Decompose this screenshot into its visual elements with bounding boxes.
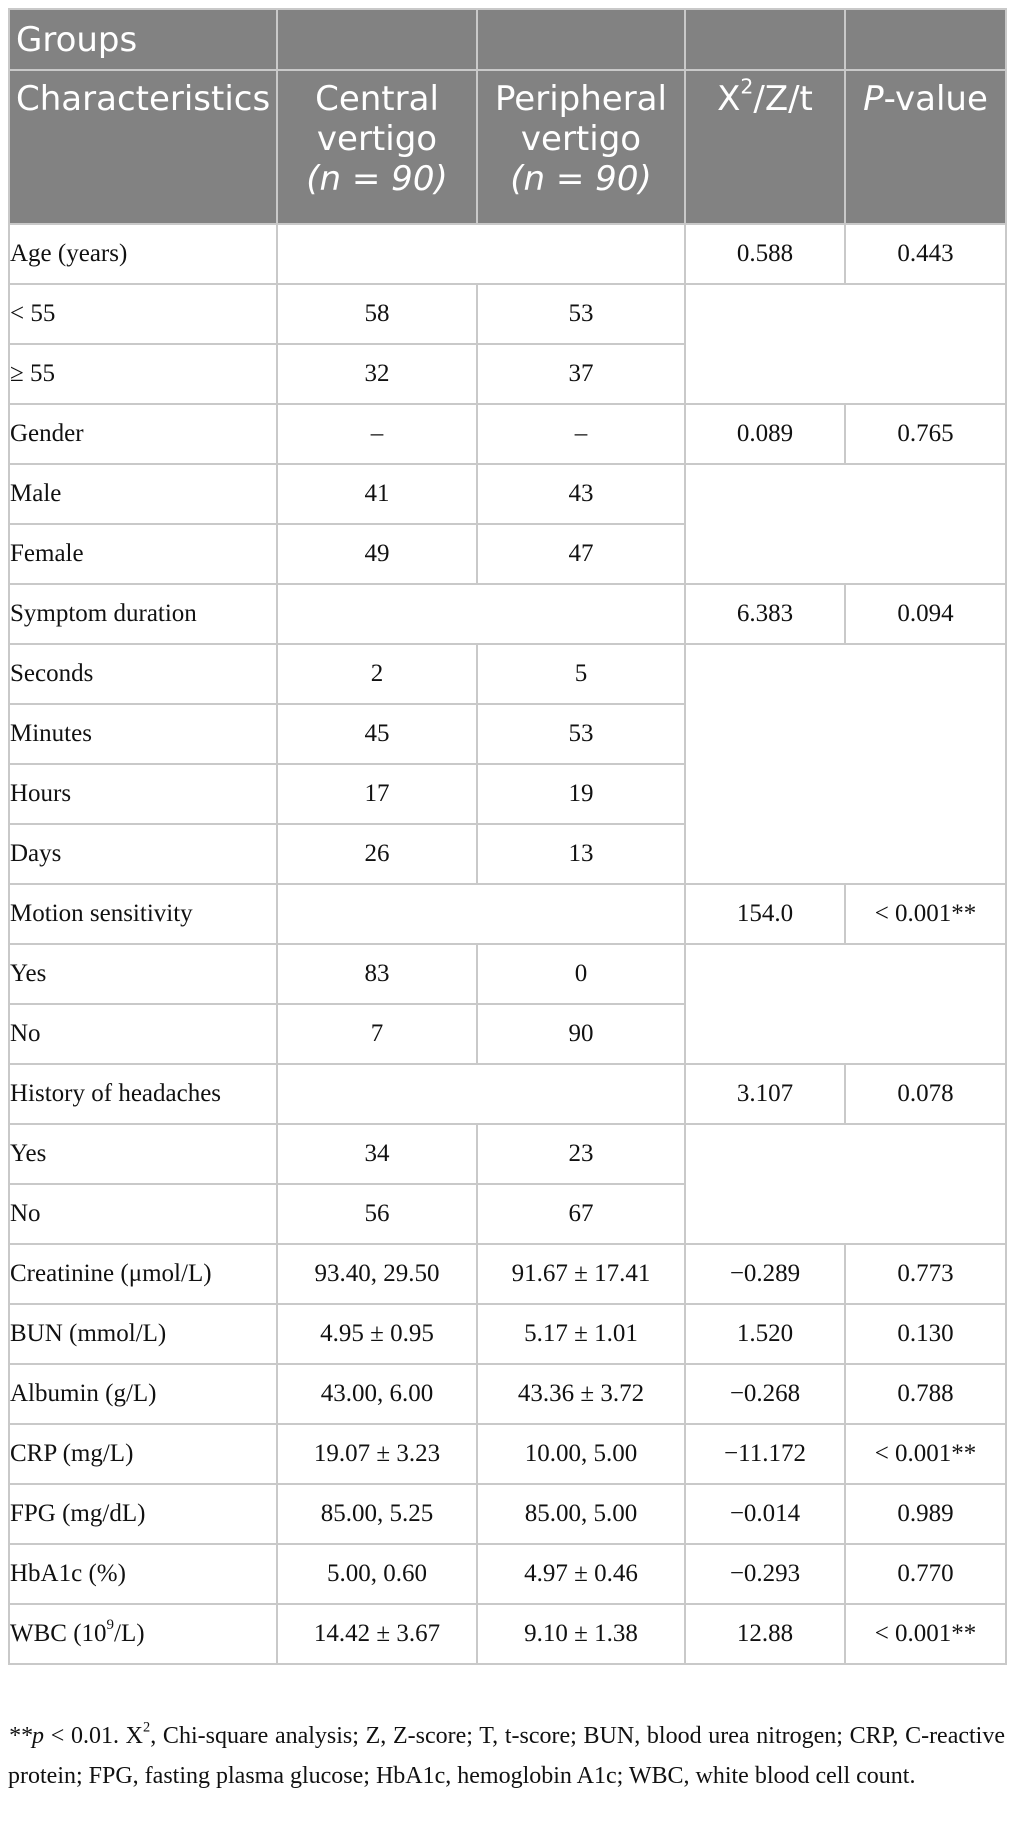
footnote-text-b: , Chi-square analysis; Z, Z-score; T, t-score; BUN, blood urea nitrogen; CRP, C-reactive protein; FPG, fasting plasma glucose; HbA1c, hemoglobin A1c; WBC, white blood cell count. <box>8 1723 1006 1789</box>
central-cell: 26 <box>277 824 477 884</box>
empty-cell <box>277 224 685 284</box>
peripheral-cell: 43 <box>477 464 685 524</box>
central-cell: 58 <box>277 284 477 344</box>
peripheral-cell: 37 <box>477 344 685 404</box>
row-label: BUN (mmol/L) <box>9 1304 277 1364</box>
pvalue-cell: < 0.001** <box>845 884 1006 944</box>
row-sublabel: Yes <box>9 944 277 1004</box>
peripheral-cell: 67 <box>477 1184 685 1244</box>
peripheral-cell: 90 <box>477 1004 685 1064</box>
row-label: HbA1c (%) <box>9 1544 277 1604</box>
row-sublabel: No <box>9 1004 277 1064</box>
central-cell: 4.95 ± 0.95 <box>277 1304 477 1364</box>
pvalue-cell: 0.765 <box>845 404 1006 464</box>
characteristics-header: Characteristics <box>9 70 277 224</box>
central-cell: 49 <box>277 524 477 584</box>
row-sublabel: Female <box>9 524 277 584</box>
table-row-crp <box>9 1424 1006 1484</box>
header-empty-cell <box>277 9 477 70</box>
stat-cell: −0.289 <box>685 1244 845 1304</box>
central-cell: 41 <box>277 464 477 524</box>
peripheral-cell: 53 <box>477 284 685 344</box>
table-row-male <box>9 464 1006 524</box>
row-label: History of headaches <box>9 1064 277 1124</box>
peripheral-cell: 23 <box>477 1124 685 1184</box>
row-label <box>9 1604 277 1664</box>
table-row-wbc <box>9 1604 1006 1664</box>
row-label: Gender <box>9 404 277 464</box>
wbc-label-prefix: WBC (10 <box>10 1620 107 1647</box>
central-vertigo-title: Central vertigo <box>315 79 439 159</box>
row-label: Albumin (g/L) <box>9 1364 277 1424</box>
statistic-header-suffix: /Z/t <box>753 79 813 119</box>
central-cell: 32 <box>277 344 477 404</box>
header-empty-cell <box>477 9 685 70</box>
characteristics-table <box>8 8 1007 1665</box>
row-sublabel: No <box>9 1184 277 1244</box>
pvalue-cell: < 0.001** <box>845 1424 1006 1484</box>
header-groups-row <box>9 9 1006 70</box>
pvalue-header-p: P <box>863 79 884 119</box>
peripheral-cell: 43.36 ± 3.72 <box>477 1364 685 1424</box>
row-sublabel: < 55 <box>9 284 277 344</box>
stat-cell: 12.88 <box>685 1604 845 1664</box>
pvalue-cell: 0.773 <box>845 1244 1006 1304</box>
central-cell: 83 <box>277 944 477 1004</box>
peripheral-cell: 13 <box>477 824 685 884</box>
stat-cell: 0.588 <box>685 224 845 284</box>
row-label: Motion sensitivity <box>9 884 277 944</box>
central-cell: 56 <box>277 1184 477 1244</box>
pvalue-cell: 0.130 <box>845 1304 1006 1364</box>
statistic-header-sup: 2 <box>740 74 754 99</box>
row-label: FPG (mg/dL) <box>9 1484 277 1544</box>
central-cell: 45 <box>277 704 477 764</box>
pvalue-cell: 0.078 <box>845 1064 1006 1124</box>
row-label: Creatinine (μmol/L) <box>9 1244 277 1304</box>
peripheral-cell: 10.00, 5.00 <box>477 1424 685 1484</box>
central-cell: 5.00, 0.60 <box>277 1544 477 1604</box>
row-sublabel: Days <box>9 824 277 884</box>
groups-header: Groups <box>9 9 277 70</box>
table-row-gender <box>9 404 1006 464</box>
table-row-bun <box>9 1304 1006 1364</box>
statistic-header-prefix: X <box>717 79 741 119</box>
table-row-fpg <box>9 1484 1006 1544</box>
table-row-age <box>9 224 1006 284</box>
empty-cell <box>685 644 1006 884</box>
peripheral-cell: 53 <box>477 704 685 764</box>
row-label: Age (years) <box>9 224 277 284</box>
table-row-motion-yes <box>9 944 1006 1004</box>
row-sublabel: Hours <box>9 764 277 824</box>
stat-cell: 6.383 <box>685 584 845 644</box>
peripheral-vertigo-header <box>477 70 685 224</box>
row-sublabel: Minutes <box>9 704 277 764</box>
central-cell: – <box>277 404 477 464</box>
peripheral-cell: 19 <box>477 764 685 824</box>
peripheral-cell: 5.17 ± 1.01 <box>477 1304 685 1364</box>
empty-cell <box>685 1124 1006 1244</box>
header-empty-cell <box>685 9 845 70</box>
peripheral-cell: – <box>477 404 685 464</box>
pvalue-cell: 0.788 <box>845 1364 1006 1424</box>
table-row-symptom-duration <box>9 584 1006 644</box>
pvalue-cell: < 0.001** <box>845 1604 1006 1664</box>
row-label: CRP (mg/L) <box>9 1424 277 1484</box>
wbc-label-sup: 9 <box>106 1617 115 1633</box>
central-cell: 7 <box>277 1004 477 1064</box>
stat-cell: 3.107 <box>685 1064 845 1124</box>
table-row-age-lt55 <box>9 284 1006 344</box>
peripheral-vertigo-n: (n = 90) <box>510 159 652 199</box>
footnote-marker: **p <box>8 1723 44 1749</box>
table-row-seconds <box>9 644 1006 704</box>
stat-cell: −0.293 <box>685 1544 845 1604</box>
empty-cell <box>685 464 1006 584</box>
peripheral-cell: 85.00, 5.00 <box>477 1484 685 1544</box>
table-row-hba1c <box>9 1544 1006 1604</box>
row-sublabel: Yes <box>9 1124 277 1184</box>
central-cell: 17 <box>277 764 477 824</box>
pvalue-cell: 0.443 <box>845 224 1006 284</box>
empty-cell <box>277 584 685 644</box>
stat-cell: 154.0 <box>685 884 845 944</box>
statistic-header <box>685 70 845 224</box>
table-row-headache-yes <box>9 1124 1006 1184</box>
empty-cell <box>685 284 1006 404</box>
table-row-motion-sensitivity <box>9 884 1006 944</box>
peripheral-cell: 0 <box>477 944 685 1004</box>
central-vertigo-n: (n = 90) <box>306 159 448 199</box>
stat-cell: −0.014 <box>685 1484 845 1544</box>
central-cell: 85.00, 5.25 <box>277 1484 477 1544</box>
central-cell: 14.42 ± 3.67 <box>277 1604 477 1664</box>
row-sublabel: ≥ 55 <box>9 344 277 404</box>
row-label: Symptom duration <box>9 584 277 644</box>
table-row-creatinine <box>9 1244 1006 1304</box>
empty-cell <box>277 1064 685 1124</box>
table-footnote <box>8 1716 1005 1796</box>
central-cell: 93.40, 29.50 <box>277 1244 477 1304</box>
stat-cell: −11.172 <box>685 1424 845 1484</box>
central-cell: 34 <box>277 1124 477 1184</box>
central-vertigo-header <box>277 70 477 224</box>
table-row-albumin <box>9 1364 1006 1424</box>
peripheral-cell: 4.97 ± 0.46 <box>477 1544 685 1604</box>
peripheral-vertigo-title: Peripheral vertigo <box>495 79 667 159</box>
pvalue-header <box>845 70 1006 224</box>
peripheral-cell: 91.67 ± 17.41 <box>477 1244 685 1304</box>
pvalue-cell: 0.094 <box>845 584 1006 644</box>
peripheral-cell: 47 <box>477 524 685 584</box>
header-empty-cell <box>845 9 1006 70</box>
pvalue-header-rest: -value <box>883 79 988 119</box>
table-container <box>8 8 1005 1665</box>
table-row-history-of-headaches <box>9 1064 1006 1124</box>
footnote-text-a: < 0.01. X <box>44 1723 144 1749</box>
footnote-sup: 2 <box>143 1719 151 1736</box>
header-columns-row <box>9 70 1006 224</box>
empty-cell <box>685 944 1006 1064</box>
central-cell: 43.00, 6.00 <box>277 1364 477 1424</box>
central-cell: 2 <box>277 644 477 704</box>
central-cell: 19.07 ± 3.23 <box>277 1424 477 1484</box>
wbc-label-suffix: /L) <box>114 1620 145 1647</box>
pvalue-cell: 0.770 <box>845 1544 1006 1604</box>
pvalue-cell: 0.989 <box>845 1484 1006 1544</box>
stat-cell: 1.520 <box>685 1304 845 1364</box>
row-sublabel: Male <box>9 464 277 524</box>
stat-cell: 0.089 <box>685 404 845 464</box>
peripheral-cell: 9.10 ± 1.38 <box>477 1604 685 1664</box>
empty-cell <box>277 884 685 944</box>
peripheral-cell: 5 <box>477 644 685 704</box>
row-sublabel: Seconds <box>9 644 277 704</box>
stat-cell: −0.268 <box>685 1364 845 1424</box>
